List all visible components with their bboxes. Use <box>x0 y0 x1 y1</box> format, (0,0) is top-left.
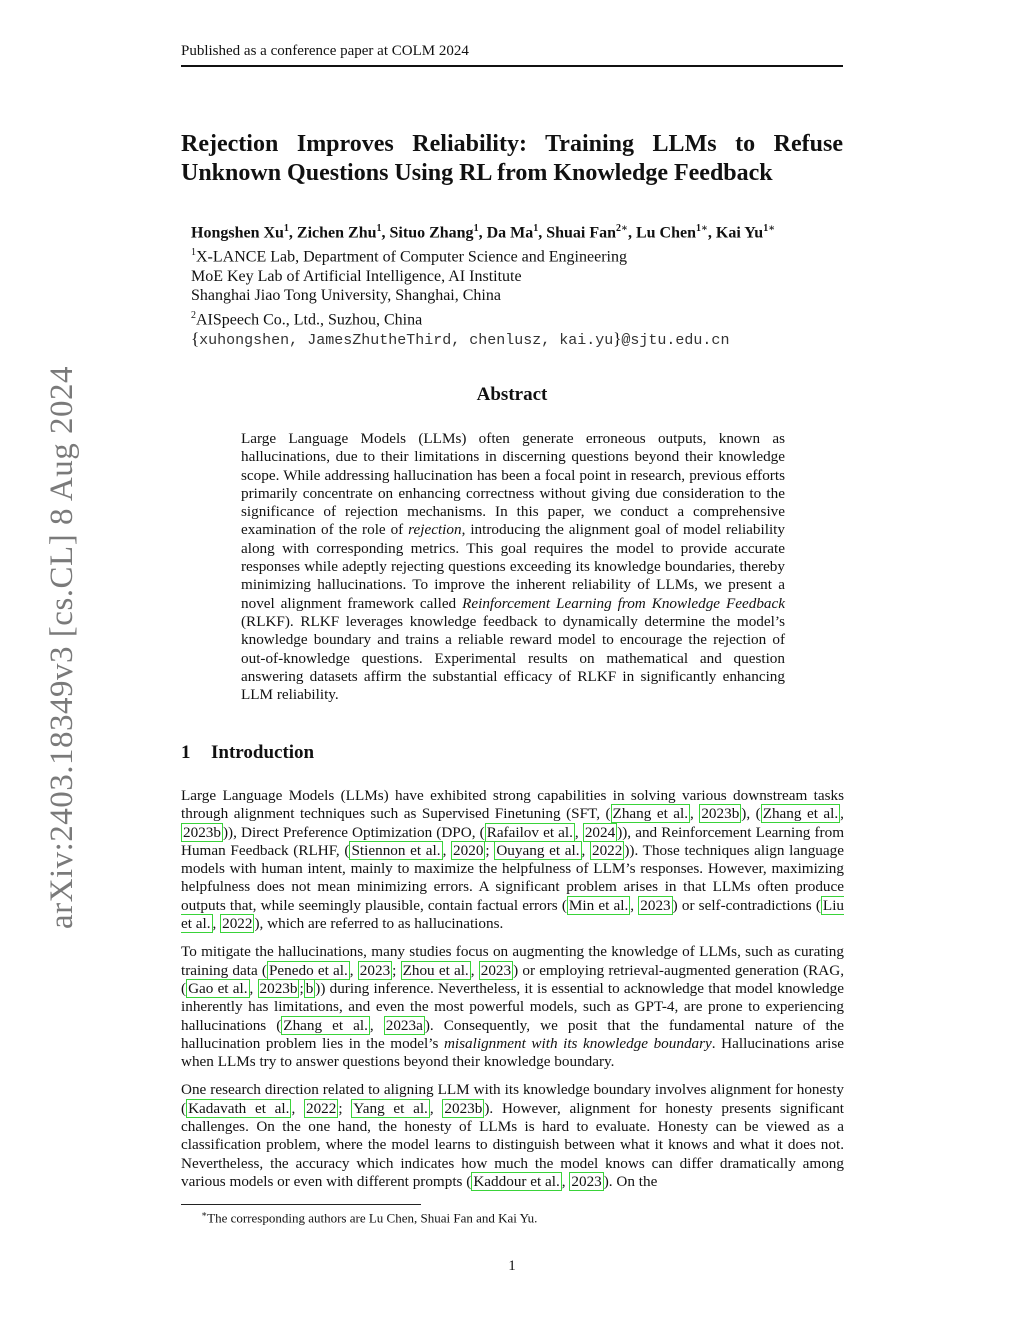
citation-link[interactable]: Zhou et al. <box>402 961 469 979</box>
running-header: Published as a conference paper at COLM 2024 <box>181 43 469 59</box>
citation-link[interactable]: Penedo et al. <box>268 961 348 979</box>
citation-link[interactable]: 2020 <box>453 841 484 859</box>
affiliation-mark: 2∗ <box>616 223 628 234</box>
affiliation-mark: 1 <box>533 223 539 234</box>
paper-title: Rejection Improves Reliability: Training LLMs to Refuse Unknown Questions Using RL from Knowledge Feedback <box>181 131 843 186</box>
citation-link[interactable]: 2023b <box>701 805 740 823</box>
author-emails: {xuhongshen, JamesZhutheThird, chenlusz, kai.yu}@sjtu.edu.cn <box>191 329 730 350</box>
author-name: Da Ma <box>486 224 534 242</box>
citation-link[interactable]: Stiennon et al. <box>351 841 441 859</box>
author-block <box>191 219 843 351</box>
author-name: Hongshen Xu <box>191 224 284 242</box>
citation-link[interactable]: 2023b <box>183 823 221 841</box>
citation-link[interactable]: Kadavath et al. <box>188 1099 290 1117</box>
citation-link[interactable]: Zhang et al. <box>283 1016 368 1034</box>
affiliation-mark: 1 <box>473 223 479 234</box>
footnote-rule <box>181 1204 421 1205</box>
arxiv-watermark: arXiv:2403.18349v3 [cs.CL] 8 Aug 2024 <box>44 366 80 929</box>
paragraph-1: Large Language Models (LLMs) have exhibited strong capabilities in solving various downstream tasks through alignment techniques such as Supervised Finetuning (SFT, ( Zhang et al. , 2023b ), ( Zhang et al. , 2023b )), Direct Preference Optimization (DPO, ( Rafailov et al. , 2024 )), and Reinforcement Learning from Human Feedback (RLHF, ( Stiennon et al. , 2020 ; Ouyang et al. , 2022 )). Those techniques align language models with human intent, mainly to maximize the helpfulness of LLM’s responses. However, maximizing helpfulness does not mean minimizing errors. A significant problem arises in that LLMs often produce outputs that, while seemingly plausible, contain factual errors ( Min et al. , 2023 ) or self-contradictions ( Liu et al. , 2022 ), which are referred to as hallucinations. <box>181 787 845 933</box>
citation-link[interactable]: Zhang et al. <box>762 805 839 823</box>
footnote: ∗The corresponding authors are Lu Chen, Shuai Fan and Kai Yu. <box>201 1209 538 1226</box>
author-name: Kai Yu <box>715 224 764 242</box>
citation-link[interactable]: 2023 <box>359 961 391 979</box>
author-name: Lu Chen <box>635 224 696 242</box>
citation-link[interactable]: b <box>305 979 314 997</box>
citation-link[interactable]: 2023 <box>480 961 512 979</box>
affiliation-mark: 1∗ <box>695 223 708 234</box>
author-names: Hongshen Xu$^1$, Zichen Zhu$^1$, Situo Zhang$^1$, Da Ma$^1$, Shuai Fan$^{2∗}$, Lu Chen$^{1∗}$, Kai $Yu^{1∗}$ <box>191 223 776 242</box>
citation-link[interactable]: 2023b <box>444 1099 483 1117</box>
abstract-heading: Abstract <box>476 384 548 405</box>
abstract-text: Large Language Models (LLMs) often generate erroneous outputs, known as hallucinations, due to their limitations in discerning questions beyond their knowledge scope. While addressing hallucination has been a focal point in research, previous efforts primarily concentrate on enhancing correctness without giving due consideration to the significance of rejection mechanisms. In this paper, we conduct a comprehensive examination of the role of rejection, introducing the alignment goal of model reliability along with corresponding metrics. This goal requires the model to provide accurate responses while adeptly rejecting questions exceeding its knowledge boundaries, thereby minimizing hallucinations. To improve the inherent reliability of LLMs, we present a novel alignment framework called Reinforcement Learning from Knowledge Feedback (RLKF). RLKF leverages knowledge feedback to dynamically determine the model’s knowledge boundary and trains a reliable reward model to encourage the rejection of out-of-knowledge questions. Experimental results on mathematical and question answering datasets affirm the substantial efficacy of RLKF in significantly enhancing LLM reliability. <box>241 430 785 704</box>
citation-link[interactable]: 2022 <box>222 915 253 933</box>
author-name: Shuai Fan <box>546 224 617 242</box>
page-number: 1 <box>508 1258 516 1274</box>
header-rule <box>181 65 843 67</box>
affiliation-1: $^1$X-LANCE Lab, Department of Computer Science and Engineering <box>191 246 627 266</box>
affiliation-mark: 1 <box>283 223 289 234</box>
citation-link[interactable]: 2023 <box>640 896 671 914</box>
citation-link[interactable]: Kaddour et al. <box>473 1172 560 1190</box>
citation-link[interactable]: 2022 <box>591 841 623 859</box>
citation-link[interactable]: Ouyang et al. <box>496 841 580 859</box>
affiliation-mark: 1∗ <box>763 223 776 234</box>
citation-link[interactable]: Liu et al. <box>181 896 845 933</box>
citation-link[interactable]: Rafailov et al. <box>486 823 573 841</box>
citation-link[interactable]: 2023 <box>571 1172 602 1190</box>
affiliation-mark: 1 <box>376 223 382 234</box>
paragraph-3: One research direction related to aligning LLM with its knowledge boundary involves alignment for honesty ( Kadavath et al. , 2022 ; Yang et al. , 2023b ). However, alignment for honesty presents significant challenges. On the one hand, the honesty of LLMs is hard to evaluate. Honesty can be viewed as a classification problem, where the model learns to distinguish between what it knows and what it does not. Nevertheless, the accuracy which indicates how much the model knows can differ dramatically among various models or even with different prompts ( Kaddour et al. , 2023 ). On the <box>181 1081 845 1190</box>
introduction-body <box>181 787 844 1201</box>
section-heading-introduction: 1 Introduction <box>181 742 315 763</box>
affiliation-2: $^2$AISpeech Co., Ltd., Suzhou, China <box>191 309 423 328</box>
affiliation-1-line2: MoE Key Lab of Artificial Intelligence, AI Institute <box>191 267 522 285</box>
citation-link[interactable]: Yang et al. <box>353 1099 428 1117</box>
author-name: Situo Zhang <box>389 224 474 242</box>
citation-link[interactable]: 2023a <box>385 1016 423 1034</box>
paragraph-2: To mitigate the hallucinations, many studies focus on augmenting the knowledge of LLMs, such as curating training data ( Penedo et al. , 2023 ; Zhou et al. , 2023 ) or employing retrieval-augmented generation (RAG, ( Gao et al. , 2023b ; b )) during inference. Nevertheless, it is essential to acknowledge that model knowledge inherently has limitations, and even the most powerful models, such as GPT-4, are prone to experiencing hallucinations ( Zhang et al. , 2023a ). Consequently, we posit that the fundamental nature of the hallucination problem lies in the model’s misalignment with its knowledge boundary. Hallucinations arise when LLMs try to answer questions beyond their knowledge boundary. <box>181 943 845 1071</box>
citation-link[interactable]: 2024 <box>584 823 616 841</box>
author-name: Zichen Zhu <box>296 224 377 242</box>
citation-link[interactable]: 2022 <box>305 1099 337 1117</box>
citation-link[interactable]: Min et al. <box>568 896 629 914</box>
citation-link[interactable]: Zhang et al. <box>612 805 689 823</box>
citation-link[interactable]: Gao et al. <box>188 979 248 997</box>
citation-link[interactable]: 2023b <box>259 979 298 997</box>
affiliation-1-line3: Shanghai Jiao Tong University, Shanghai, China <box>191 287 501 305</box>
